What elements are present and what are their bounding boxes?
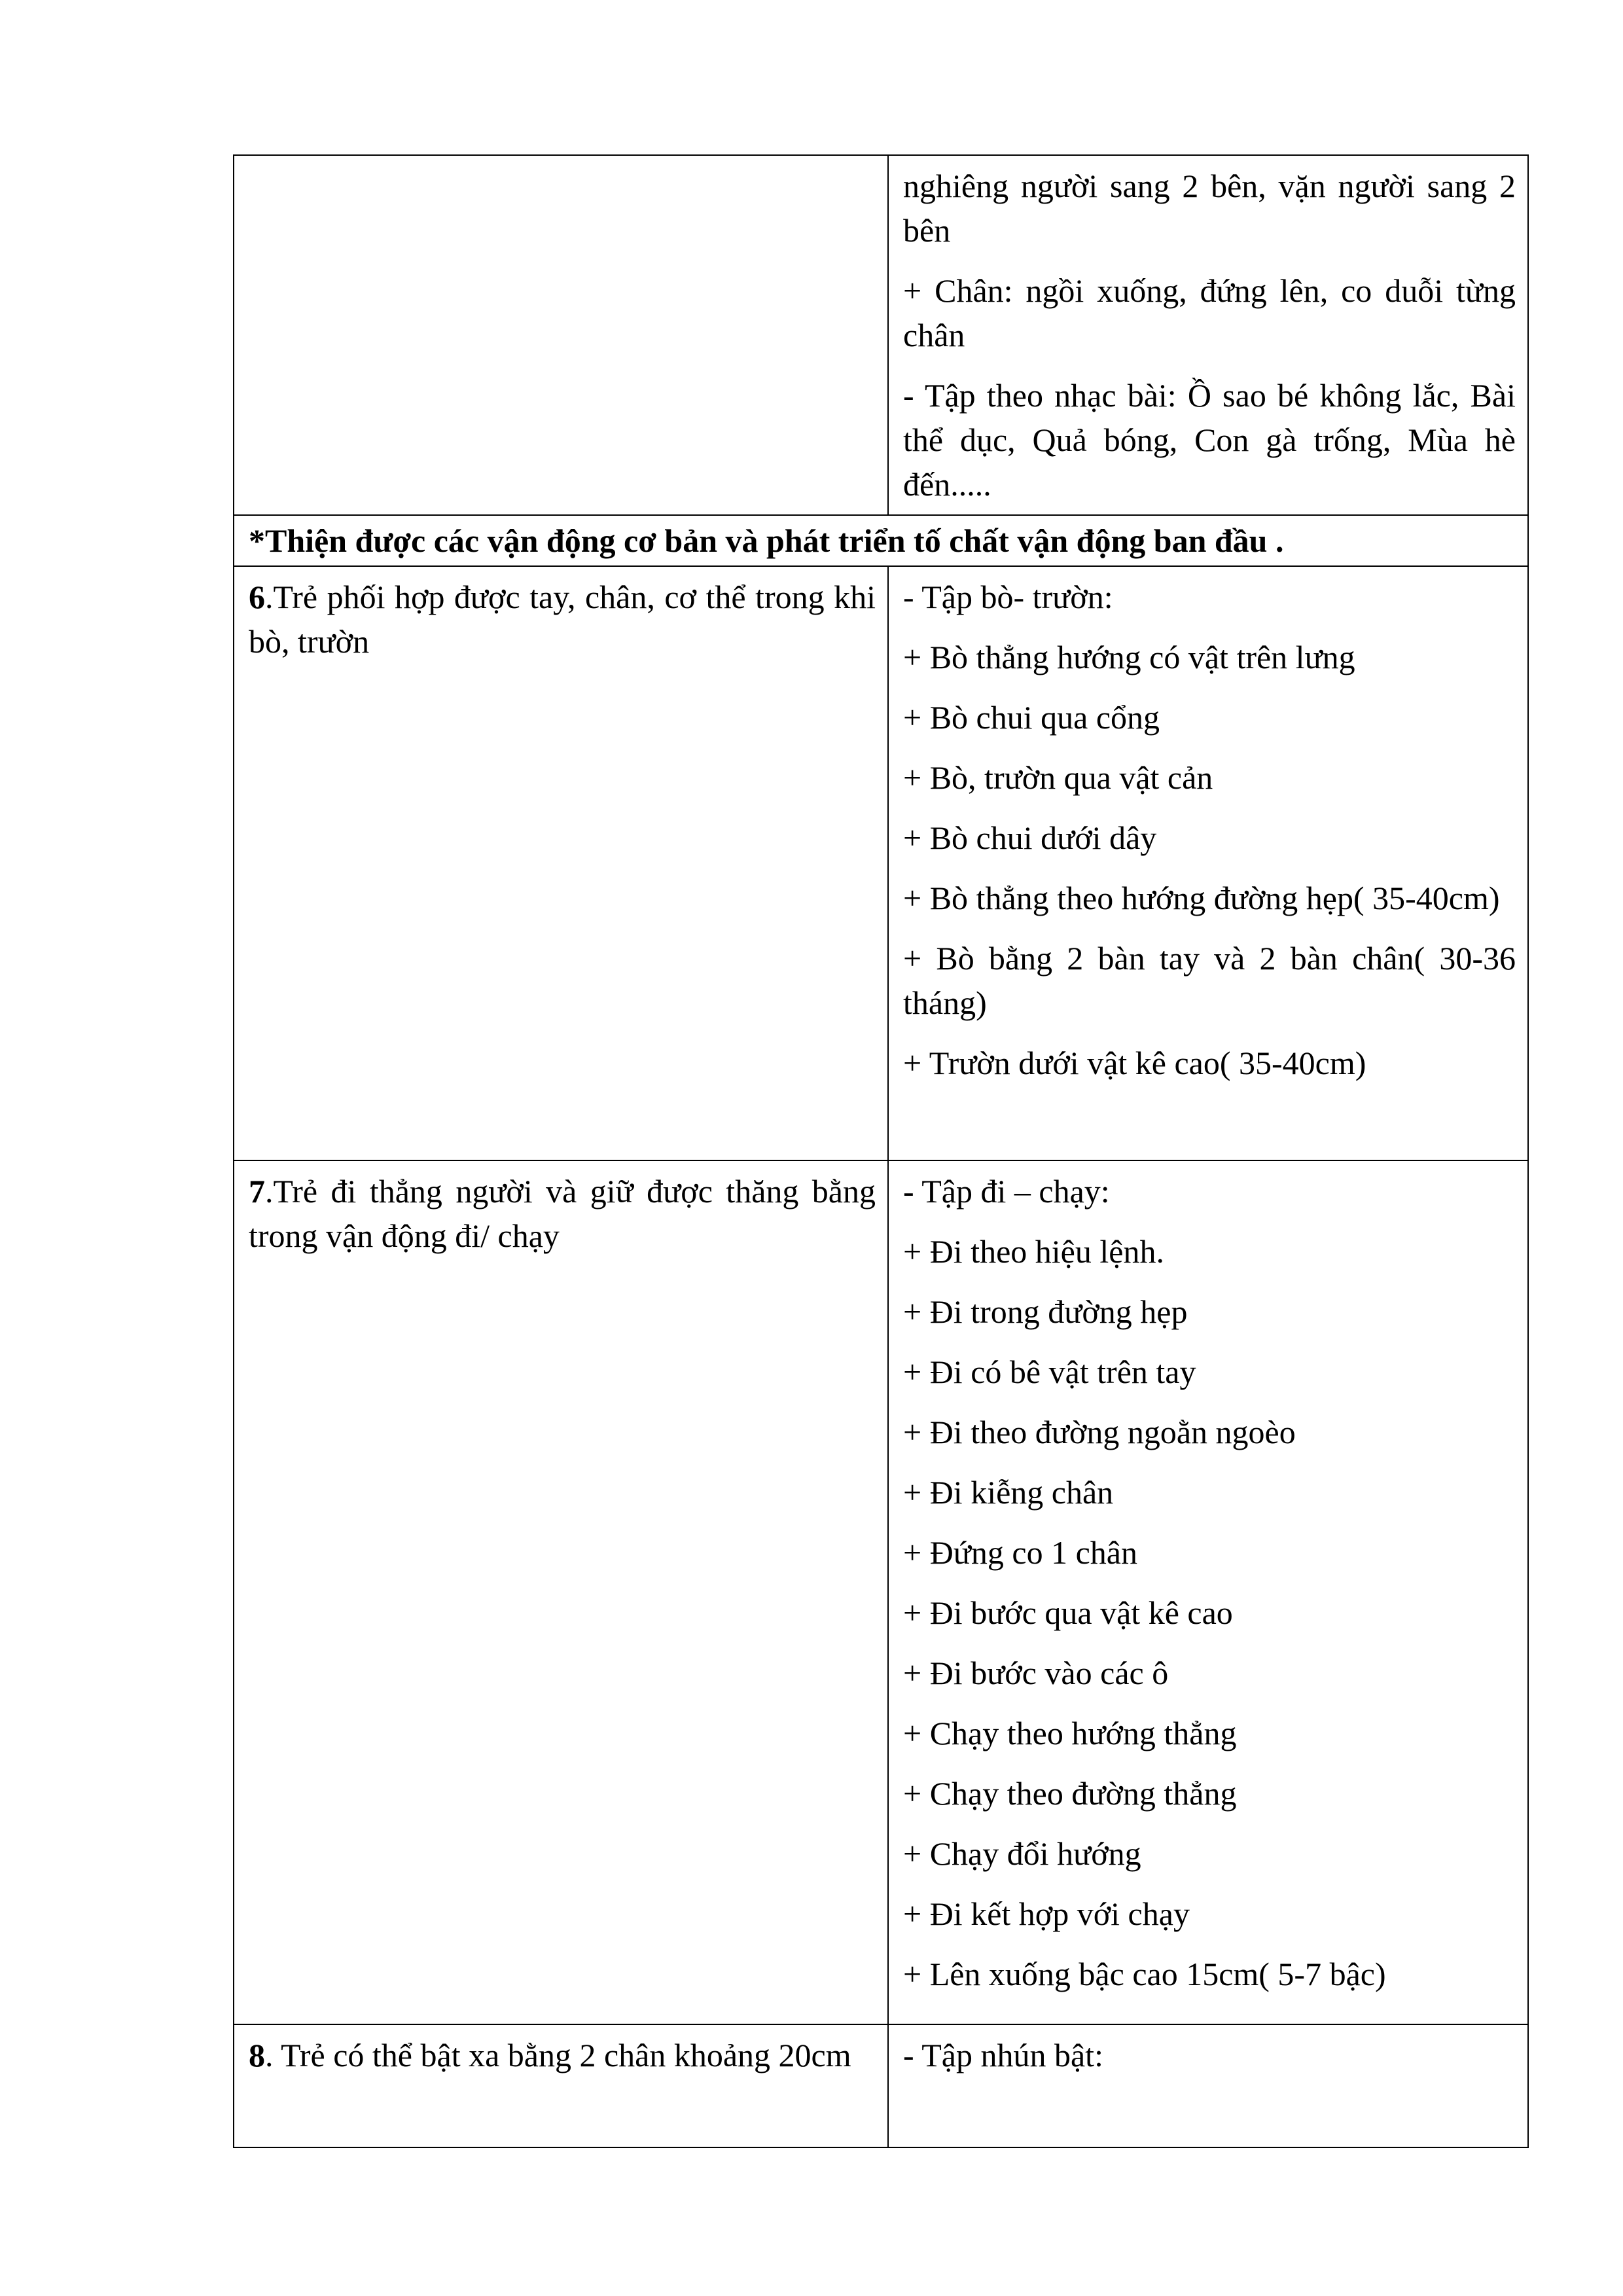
content-cell [888,566,1528,1160]
content-line: + Đi theo đường ngoằn ngoèo [903,1414,1296,1450]
content-line: + Đi trong đường hẹp [903,1293,1188,1330]
goal-number: 7 [249,1173,265,1210]
section-heading: *Thiện được các vận động cơ bản và phát triển tố chất vận động ban đầu . [234,515,1528,566]
table-row [234,2024,1528,2147]
content-line: + Bò, trườn qua vật cản [903,759,1213,796]
content-line: + Bò chui dưới dây [903,819,1157,856]
content-line: + Chân: ngồi xuống, đứng lên, co duỗi từng chân [903,272,1516,353]
content-line: + Đi bước qua vật kê cao [903,1594,1233,1631]
content-line: - Tập bò- trườn: [903,579,1113,615]
goal-cell [234,2024,888,2147]
content-line: + Chạy theo đường thẳng [903,1775,1237,1812]
content-line: + Trườn dưới vật kê cao( 35-40cm) [903,1045,1366,1081]
content-line: + Bò bằng 2 bàn tay và 2 bàn chân( 30-36 tháng) [903,940,1516,1021]
content-cell [888,1160,1528,2024]
content-line: + Đi kiễng chân [903,1474,1114,1511]
goal-text [249,2033,876,2077]
goal-text [249,1169,876,1258]
content-line: + Bò thẳng theo hướng đường hẹp( 35-40cm) [903,880,1500,916]
curriculum-table [233,154,1529,2148]
goal-cell [234,155,888,515]
goal-cell [234,566,888,1160]
goal-cell [234,1160,888,2024]
content-line: - Tập đi – chạy: [903,1173,1110,1210]
content-line: + Đi bước vào các ô [903,1655,1169,1691]
goal-number: 8 [249,2037,265,2073]
section-heading-row [234,515,1528,566]
goal-description: .Trẻ phối hợp được tay, chân, cơ thể trong khi bò, trườn [249,579,876,660]
table-row [234,1160,1528,2024]
content-cell [888,2024,1528,2147]
content-line: + Chạy theo hướng thẳng [903,1715,1237,1751]
goal-description: . Trẻ có thể bật xa bằng 2 chân khoảng 20cm [265,2037,851,2073]
content-line: + Bò thẳng hướng có vật trên lưng [903,639,1355,675]
content-line: + Đứng co 1 chân [903,1534,1137,1571]
goal-text [249,575,876,664]
content-line: - Tập nhún bật: [903,2037,1103,2073]
goal-number: 6 [249,579,265,615]
content-line: + Bò chui qua cổng [903,699,1160,736]
content-line: nghiêng người sang 2 bên, vặn người sang 2 bên [903,168,1516,249]
content-line: + Chạy đổi hướng [903,1835,1141,1872]
goal-description: .Trẻ đi thẳng người và giữ được thăng bằng trong vận động đi/ chạy [249,1173,876,1254]
content-line: - Tập theo nhạc bài: Ồ sao bé không lắc, Bài thể dục, Quả bóng, Con gà trống, Mùa hè đến..... [903,377,1516,503]
table-row [234,155,1528,515]
content-line: + Đi theo hiệu lệnh. [903,1233,1164,1270]
content-cell [888,155,1528,515]
content-line: + Đi có bê vật trên tay [903,1354,1196,1390]
content-line: + Đi kết hợp với chạy [903,1895,1190,1932]
table-row [234,566,1528,1160]
content-line: + Lên xuống bậc cao 15cm( 5-7 bậc) [903,1956,1386,1992]
